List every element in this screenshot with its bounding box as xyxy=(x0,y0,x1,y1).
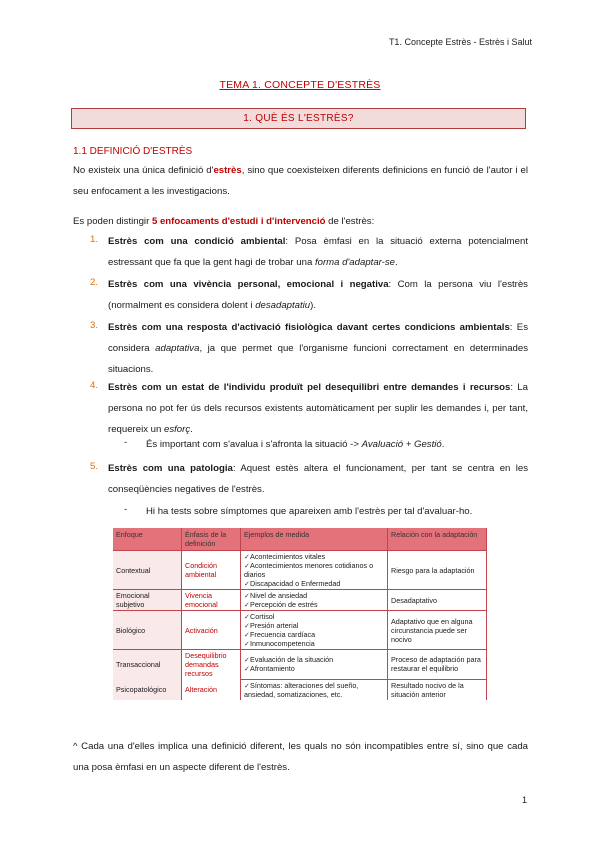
check-item: ✓ Presión arterial xyxy=(244,621,384,630)
item-italic: forma d'adaptar-se xyxy=(314,257,396,268)
check-item: ✓ Afrontamiento xyxy=(244,664,384,673)
list-item xyxy=(108,377,528,440)
table-header: Ejemplos de medida xyxy=(241,528,388,551)
bullet-item: Hi ha tests sobre símptomes que apareixen amb l'estrès per tal d'avaluar-ho. xyxy=(146,506,473,517)
table-header: Relación con la adaptación xyxy=(388,528,487,551)
table-row xyxy=(113,650,487,680)
item-bold: Estrès com una condició ambiental xyxy=(108,236,286,247)
table-cell-enfoque: Emocional subjetivo xyxy=(113,590,182,611)
table-cell-enfoque: Psicopatológico xyxy=(113,679,182,700)
table-cell-enfasis: Desequilibrio demandas recursos xyxy=(182,650,241,680)
table-cell-enfasis: Activación xyxy=(182,611,241,650)
item-text: : Posa èmfasi en la situació externa potencialment estressant que fa que la gent hagi de trobar una xyxy=(108,236,528,268)
item-text: : Es considera xyxy=(108,322,529,354)
approaches-text-end: de l'estrès: xyxy=(325,216,375,227)
approaches-text: Es poden distingir xyxy=(73,216,152,227)
approaches-highlight: 5 enfocaments d'estudi i d'intervenció xyxy=(151,216,326,227)
table-cell-relacion: Desadaptativo xyxy=(388,590,487,611)
item-number: 4. xyxy=(90,380,99,391)
table-cell-enfasis: Alteración xyxy=(182,679,241,700)
item-italic: desadaptatiu xyxy=(255,300,311,311)
item-bold: Estrès com un estat de l'individu produït pel desequilibri entre demandes i recursos xyxy=(108,382,511,393)
list-item xyxy=(108,231,528,273)
page-header: T1. Concepte Estrès - Estrès i Salut xyxy=(388,37,532,47)
item-number: 5. xyxy=(90,461,99,472)
item-end: , ja que permet que l'organisme funcioni correctament en determinades situacions. xyxy=(108,343,528,375)
item-text: : Aquest estès altera el funcionament, per tant se centra en les conseqüències negatives de l'estrès. xyxy=(108,463,528,495)
item-bold: Estrès com una vivència personal, emocional i negativa xyxy=(108,279,389,290)
table-header-row xyxy=(113,528,487,551)
check-item: ✓ Acontecimientos vitales xyxy=(244,552,384,561)
check-item: ✓ Inmunocompetencia xyxy=(244,639,384,648)
approaches-intro xyxy=(73,211,528,232)
table-cell-ejemplos xyxy=(241,551,388,590)
item-number: 2. xyxy=(90,277,99,288)
section-heading: 1. QUÈ ÉS L'ESTRÈS? xyxy=(71,108,526,129)
dash-italic: Avaluació + Gestió xyxy=(361,439,442,450)
dash-marker: - xyxy=(124,437,128,448)
table-cell-relacion: Resultado nocivo de la situación anterior xyxy=(388,679,487,700)
table-row xyxy=(113,611,487,650)
item-text: : La persona no pot fer ús dels recursos existents automàticament per suplir les demandes i, per tant, requereix un xyxy=(108,382,528,435)
table-cell-relacion: Adaptativo que en alguna circunstancia puede ser nocivo xyxy=(388,611,487,650)
dash-end: . xyxy=(441,439,445,450)
approaches-table xyxy=(113,528,487,700)
table-cell-ejemplos xyxy=(241,650,388,680)
table-cell-ejemplos xyxy=(241,590,388,611)
intro-highlight: estrès xyxy=(213,165,242,176)
item-number: 1. xyxy=(90,234,99,245)
item-italic: esforç xyxy=(164,424,191,435)
list-item xyxy=(108,274,528,316)
intro-paragraph xyxy=(73,160,528,202)
table-cell-enfoque: Transaccional xyxy=(113,650,182,680)
table-row xyxy=(113,679,487,700)
intro-text-end: , sino que coexisteixen diferents definicions en funció de l'autor i el seu enfocament a les investigacions. xyxy=(73,165,528,197)
item-end: . xyxy=(395,257,398,268)
note-paragraph: ^ Cada una d'elles implica una definició diferent, les quals no són incompatibles entre sí, sino que cada una posa èmfasi en un aspecte diferent de l'estrès. xyxy=(73,741,528,773)
table-header: Enfoque xyxy=(113,528,182,551)
item-number: 3. xyxy=(90,320,99,331)
intro-text: No existeix una única definició d' xyxy=(73,165,214,176)
list-item xyxy=(108,458,528,500)
check-item: ✓ Nivel de ansiedad xyxy=(244,591,384,600)
check-item: ✓ Acontecimientos menores cotidianos o diarios xyxy=(244,561,384,579)
dash-marker: - xyxy=(124,504,128,515)
table-cell-enfasis: Condición ambiental xyxy=(182,551,241,590)
dash-item xyxy=(146,434,528,455)
check-item: ✓ Frecuencia cardíaca xyxy=(244,630,384,639)
table-cell-enfoque: Biológico xyxy=(113,611,182,650)
item-bold: Estrès com una patologia xyxy=(108,463,233,474)
table-cell-ejemplos xyxy=(241,611,388,650)
page-number: 1 xyxy=(521,795,527,805)
check-item: ✓ Síntomas: alteraciones del sueño, ansiedad, somatizaciones, etc. xyxy=(244,681,384,699)
check-item: ✓ Percepción de estrés xyxy=(244,600,384,609)
check-item: ✓ Discapacidad o Enfermedad xyxy=(244,579,384,588)
check-item: ✓ Evaluación de la situación xyxy=(244,655,384,664)
table-cell-enfasis: Vivencia emocional xyxy=(182,590,241,611)
dash-text: És important com s'avalua i s'afronta la situació -> xyxy=(146,439,362,450)
item-bold: Estrès com una resposta d'activació fisiològica davant certes condicions ambientals xyxy=(108,322,510,333)
table-cell-ejemplos xyxy=(241,679,388,700)
table-cell-relacion: Riesgo para la adaptación xyxy=(388,551,487,590)
item-end: ). xyxy=(310,300,317,311)
item-text: : Com la persona viu l'estrès (normalment es considera dolent i xyxy=(108,279,528,311)
item-italic: adaptativa xyxy=(155,343,200,354)
check-item: ✓ Cortisol xyxy=(244,612,384,621)
table-row xyxy=(113,590,487,611)
table-row xyxy=(113,551,487,590)
table-cell-enfoque: Contextual xyxy=(113,551,182,590)
item-end: . xyxy=(190,424,193,435)
list-item xyxy=(108,317,528,380)
table-cell-relacion: Proceso de adaptación para restaurar el equilibrio xyxy=(388,650,487,680)
table-header: Énfasis de la definición xyxy=(182,528,241,551)
page-title: TEMA 1. CONCEPTE D'ESTRÈS xyxy=(219,79,381,91)
subsection-heading: 1.1 DEFINICIÓ D'ESTRÈS xyxy=(73,146,193,157)
